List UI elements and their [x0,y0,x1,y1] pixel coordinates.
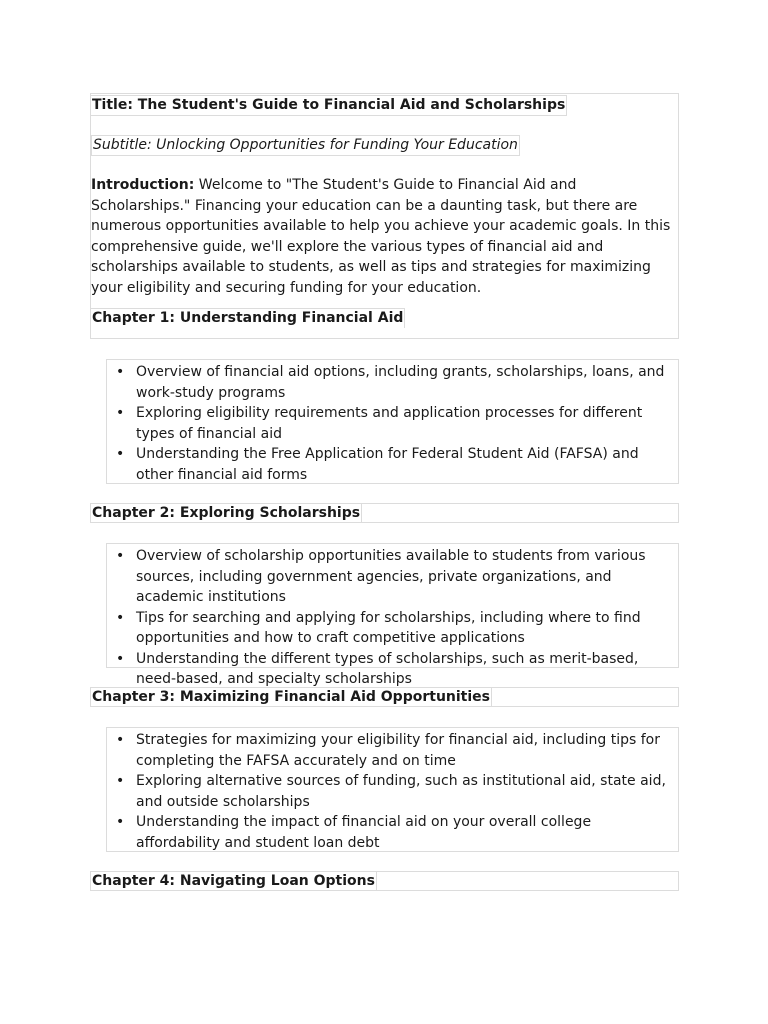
chapter-2-row [90,503,679,523]
chapter-2-heading: Chapter 2: Exploring Scholarships [92,505,361,521]
chapter-1-list [106,359,679,484]
list-item: • Overview of financial aid options, including grants, scholarships, loans, and work-study programs [136,362,678,403]
chapter-3-list [106,727,679,852]
chapter-1-heading: Chapter 1: Understanding Financial Aid [92,310,404,326]
list-item: • Overview of scholarship opportunities available to students from various sources, including government agencies, private organizations, and academic institutions [136,546,678,608]
list-item: • Strategies for maximizing your eligibility for financial aid, including tips for completing the FAFSA accurately and on time [136,730,678,771]
list-item: • Exploring eligibility requirements and application processes for different types of financial aid [136,403,678,444]
document-subtitle: Subtitle: Unlocking Opportunities for Funding Your Education [91,135,520,156]
introduction-paragraph [91,175,678,298]
list-item: • Understanding the impact of financial aid on your overall college affordability and student loan debt [136,812,678,853]
chapter-2-list [106,543,679,687]
list-item: • Tips for searching and applying for scholarships, including where to find opportunities and how to craft competitive applications [136,608,678,649]
list-item: • Exploring alternative sources of funding, such as institutional aid, state aid, and outside scholarships [136,771,678,812]
list-item: • Understanding the Free Application for Federal Student Aid (FAFSA) and other financial aid forms [136,444,678,485]
introduction-text: Welcome to "The Student's Guide to Financial Aid and Scholarships." Financing your education can be a daunting task, but there are numerous opportunities available to help you achieve your academic goals. In this comprehensive guide, we'll explore the various types of financial aid and scholarships available to students, as well as tips and strategies for maximizing your eligibility and securing funding for your education. [91,177,671,296]
list-item: • Understanding the different types of scholarships, such as merit-based, need-based, and specialty scholarships [136,649,678,690]
intro-section [90,93,679,339]
document-title: Title: The Student's Guide to Financial Aid and Scholarships [90,95,567,116]
document-body [90,93,679,891]
chapter-3-heading: Chapter 3: Maximizing Financial Aid Opportunities [92,689,490,705]
chapter-3-row [90,687,679,707]
chapter-4-row [90,871,679,891]
introduction-label: Introduction: [91,177,195,193]
chapter-4-heading: Chapter 4: Navigating Loan Options [92,873,375,889]
